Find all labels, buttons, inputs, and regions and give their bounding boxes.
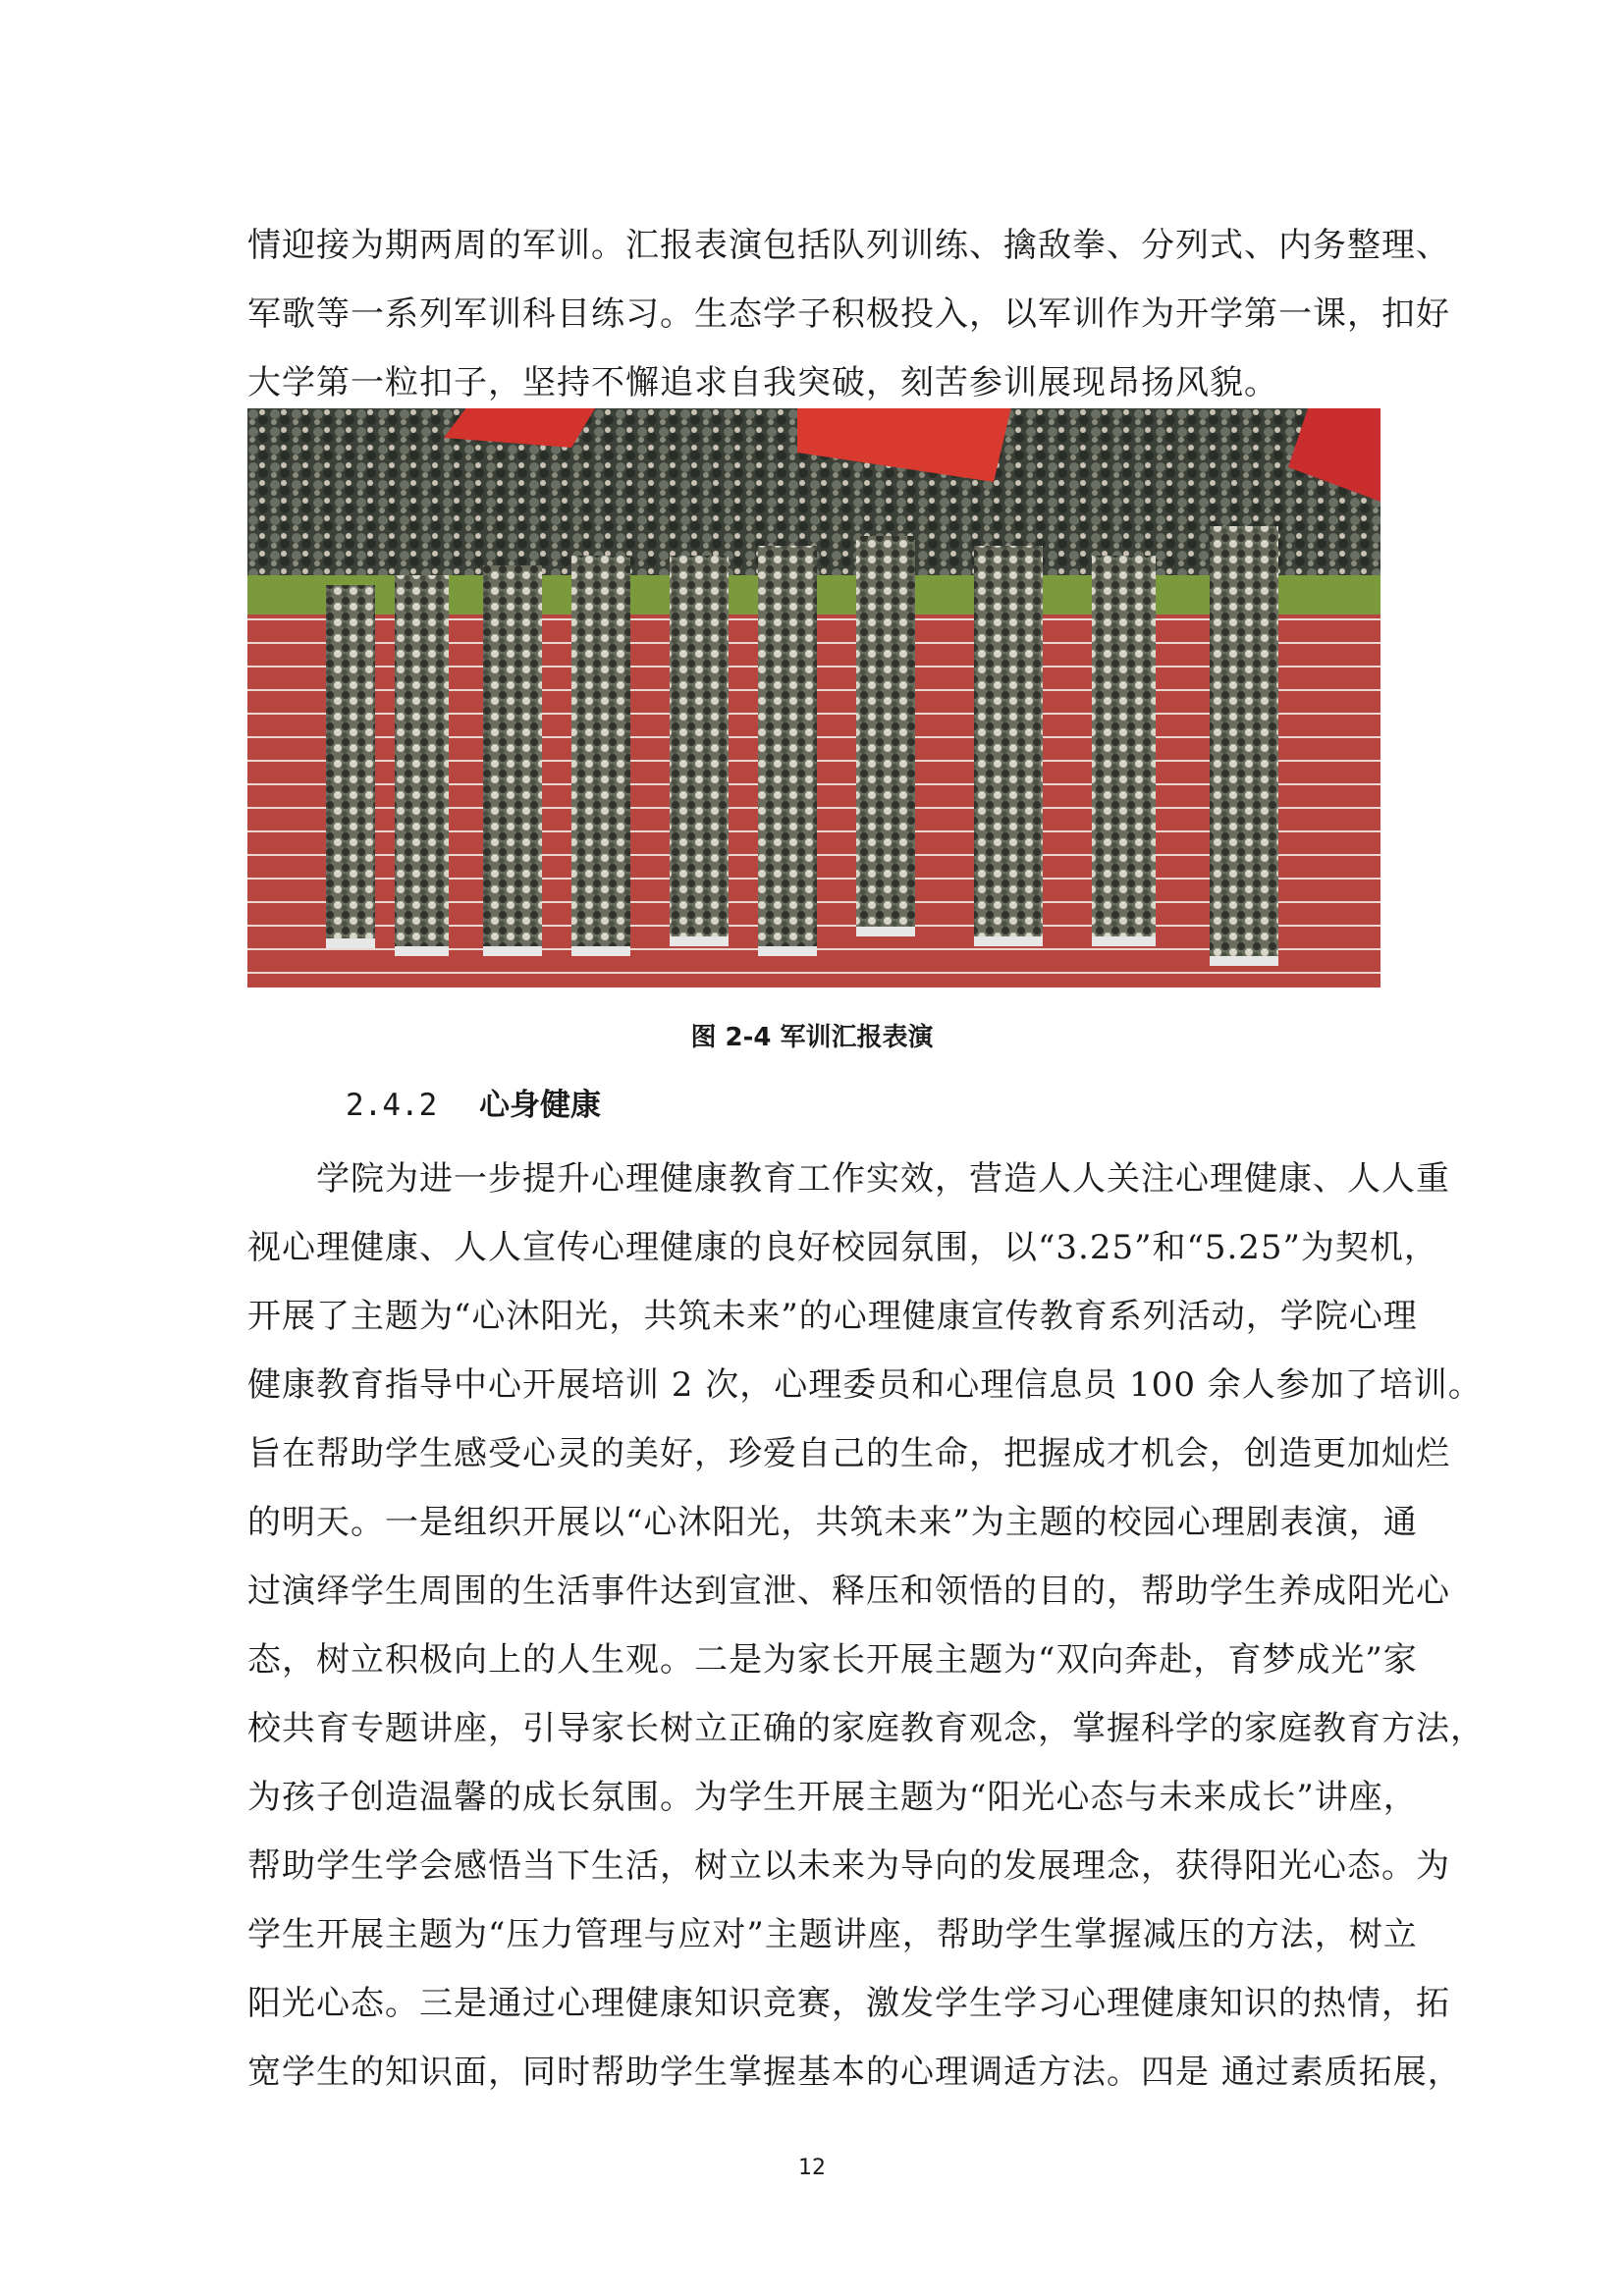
- section-title: 心身健康: [479, 1088, 601, 1123]
- text-line: 学院为进一步提升心理健康教育工作实效，营造人人关注心理健康、人人重: [247, 1159, 1450, 1199]
- text-line: 开展了主题为“心沐阳光，共筑未来”的心理健康宣传教育系列活动，学院心理: [247, 1297, 1418, 1336]
- text-line: 健康教育指导中心开展培训 2 次，心理委员和心理信息员 100 余人参加了培训。: [247, 1365, 1483, 1405]
- text-line: 宽学生的知识面，同时帮助学生掌握基本的心理调适方法。四是 通过素质拓展，: [247, 2053, 1462, 2092]
- body-paragraph: [247, 1145, 1485, 2107]
- text-line: 阳光心态。三是通过心理健康知识竞赛，激发学生学习心理健康知识的热情，拓: [247, 1984, 1450, 2023]
- page-number: 12: [798, 2156, 826, 2180]
- text-line: 帮助学生学会感悟当下生活，树立以未来为导向的发展理念，获得阳光心态。为: [247, 1846, 1450, 1886]
- text-line: 学生开展主题为“压力管理与应对”主题讲座，帮助学生掌握减压的方法，树立: [247, 1915, 1418, 1954]
- text-line: 的明天。一是组织开展以“心沐阳光，共筑未来”为主题的校园心理剧表演，通: [247, 1503, 1418, 1542]
- military-training-photo: [247, 408, 1380, 988]
- section-number: 2.4.2: [346, 1088, 438, 1123]
- text-line: 旨在帮助学生感受心灵的美好，珍爱自己的生命，把握成才机会，创造更加灿烂: [247, 1434, 1450, 1473]
- text-line: 视心理健康、人人宣传心理健康的良好校园氛围，以“3.25”和“5.25”为契机，: [247, 1228, 1438, 1267]
- text-line: 情迎接为期两周的军训。汇报表演包括队列训练、擒敌拳、分列式、内务整理、: [247, 226, 1450, 265]
- figure-caption: 图 2-4 军训汇报表演: [690, 1023, 934, 1052]
- text-line: 过演绎学生周围的生活事件达到宣泄、释压和领悟的目的，帮助学生养成阳光心: [247, 1572, 1450, 1611]
- photo-illustration: [247, 408, 1380, 988]
- text-line: 大学第一粒扣子，坚持不懈追求自我突破，刻苦参训展现昂扬风貌。: [247, 363, 1278, 402]
- text-line: 校共育专题讲座，引导家长树立正确的家庭教育观念，掌握科学的家庭教育方法，: [247, 1709, 1485, 1748]
- intro-paragraph: [247, 211, 1450, 417]
- text-line: 军歌等一系列军训科目练习。生态学子积极投入，以军训作为开学第一课，扣好: [247, 294, 1450, 334]
- text-line: 态，树立积极向上的人生观。二是为家长开展主题为“双向奔赴，育梦成光”家: [247, 1640, 1418, 1680]
- text-line: 为孩子创造温馨的成长氛围。为学生开展主题为“阳光心态与未来成长”讲座，: [247, 1778, 1418, 1817]
- section-heading: [346, 1080, 601, 1124]
